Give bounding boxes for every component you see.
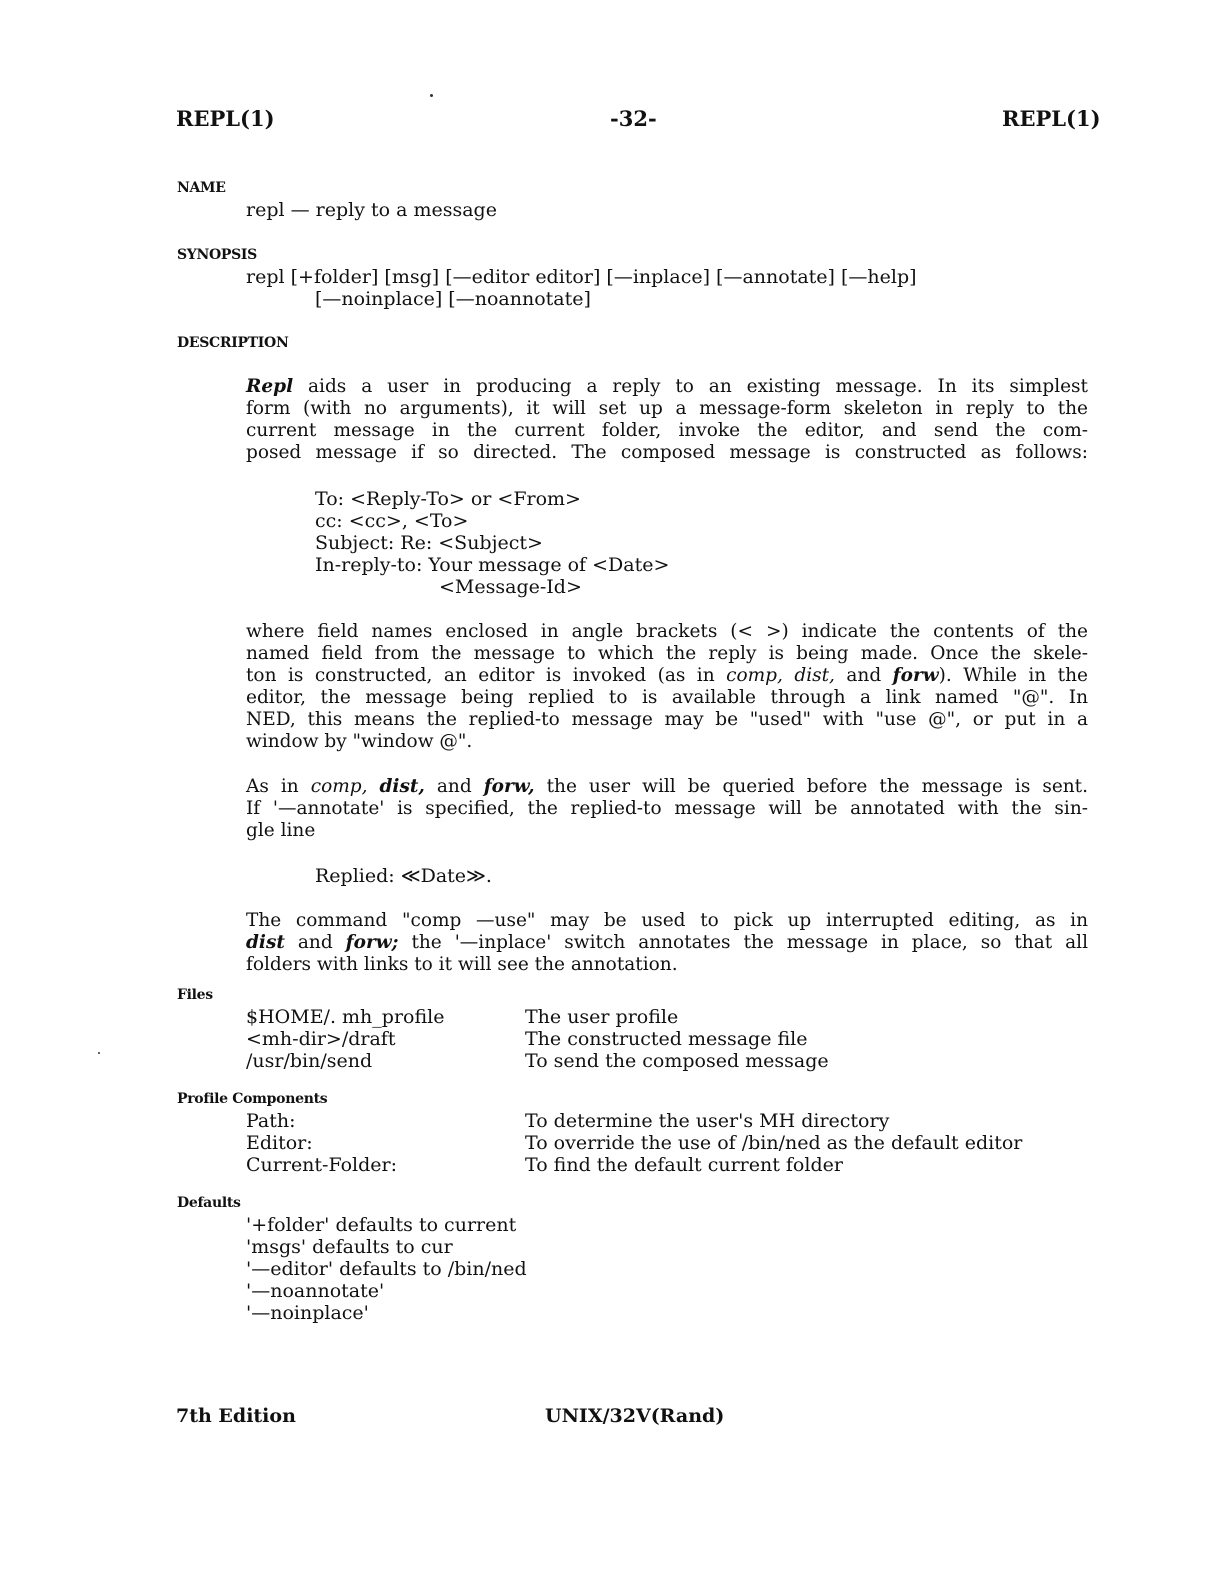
file-description: The constructed message file: [525, 1028, 808, 1050]
name-heading: NAME: [177, 180, 226, 196]
profile-component-description: To find the default current folder: [525, 1154, 843, 1176]
defaults-heading: Defaults: [177, 1195, 241, 1211]
paragraph-line: named field from the message to which the reply is being made. Once the skele-: [246, 643, 1088, 664]
description-paragraph-3: [246, 776, 1088, 842]
paragraph-line: Repl aids a user in producing a reply to an existing message. In its simplest: [246, 376, 1088, 397]
paragraph-line: window by "window @".: [246, 731, 473, 752]
profile-component-description: To determine the user's MH directory: [525, 1110, 890, 1132]
page-number: -32-: [610, 106, 657, 131]
form-line-cc: cc: <cc>, <To>: [315, 510, 469, 532]
profile-components-heading: Profile Components: [177, 1091, 328, 1107]
command-name-repl: Repl: [246, 376, 294, 397]
file-name: /usr/bin/send: [246, 1050, 373, 1072]
paragraph-line: posed message if so directed. The composed message is constructed as follows:: [246, 442, 1088, 463]
files-names: [246, 1006, 444, 1072]
files-descriptions: [525, 1006, 829, 1072]
paragraph-line: editor, the message being replied to is available through a link named "@". In: [246, 687, 1088, 708]
scan-speck: [98, 1052, 100, 1054]
description-paragraph-1: [246, 376, 1088, 464]
file-description: The user profile: [525, 1006, 679, 1028]
reply-form-skeleton: [315, 488, 669, 598]
paragraph-line: gle line: [246, 820, 316, 841]
replied-annotation-line: Replied: ≪Date≫.: [315, 865, 492, 887]
profile-descriptions: [525, 1110, 1022, 1176]
paragraph-line: form (with no arguments), it will set up a message-form skeleton in reply to the: [246, 398, 1088, 419]
scan-speck: [430, 94, 433, 97]
paragraph-line: current message in the current folder, invoke the editor, and send the com-: [246, 420, 1088, 441]
default-item: '—editor' defaults to /bin/ned: [246, 1258, 527, 1280]
profile-component-name: Current-Folder:: [246, 1154, 398, 1176]
synopsis-line-2: [—noinplace] [—noannotate]: [315, 288, 591, 310]
profile-component-name: Path:: [246, 1110, 296, 1132]
header-left: REPL(1): [176, 106, 275, 131]
paragraph-line: dist and forw; the '—inplace' switch annotates the message in place, so that all: [246, 932, 1088, 953]
paragraph-line: As in comp, dist, and forw, the user will be queried before the message is sent.: [246, 776, 1088, 797]
form-line-to: To: <Reply-To> or <From>: [315, 488, 581, 510]
paragraph-line: If '—annotate' is specified, the replied-to message will be annotated with the sin-: [246, 798, 1088, 819]
default-item: '+folder' defaults to current: [246, 1214, 517, 1236]
file-name: $HOME/. mh_profile: [246, 1006, 445, 1028]
form-line-message-id: <Message-Id>: [439, 576, 582, 598]
description-paragraph-2: [246, 621, 1088, 753]
form-line-in-reply-to: In-reply-to: Your message of <Date>: [315, 554, 670, 576]
name-text: repl — reply to a message: [246, 199, 497, 221]
synopsis-heading: SYNOPSIS: [177, 247, 257, 263]
default-item: '—noannotate': [246, 1280, 385, 1302]
paragraph-line: ton is constructed, an editor is invoked (as in comp, dist, and forw). While in the: [246, 665, 1088, 686]
file-description: To send the composed message: [525, 1050, 829, 1072]
defaults-list: [246, 1214, 527, 1324]
paragraph-line: The command "comp —use" may be used to pick up interrupted editing, as in: [246, 910, 1088, 931]
synopsis-line-1: repl [+folder] [msg] [—editor editor] [—inplace] [—annotate] [—help]: [246, 266, 917, 288]
description-heading: DESCRIPTION: [177, 335, 289, 351]
file-name: <mh-dir>/draft: [246, 1028, 396, 1050]
description-paragraph-4: [246, 910, 1088, 976]
paragraph-line: where field names enclosed in angle brackets (< >) indicate the contents of the: [246, 621, 1088, 642]
profile-component-name: Editor:: [246, 1132, 313, 1154]
profile-component-description: To override the use of /bin/ned as the default editor: [525, 1132, 1023, 1154]
files-heading: Files: [177, 987, 213, 1003]
form-line-subject: Subject: Re: <Subject>: [315, 532, 543, 554]
default-item: '—noinplace': [246, 1302, 369, 1324]
paragraph-line: folders with links to it will see the annotation.: [246, 954, 678, 975]
footer-edition: 7th Edition: [176, 1405, 296, 1427]
footer-system: UNIX/32V(Rand): [545, 1405, 725, 1427]
header-right: REPL(1): [1002, 106, 1101, 131]
paragraph-line: NED, this means the replied-to message may be "used" with "use @", or put in a: [246, 709, 1088, 730]
profile-names: [246, 1110, 397, 1176]
default-item: 'msgs' defaults to cur: [246, 1236, 453, 1258]
